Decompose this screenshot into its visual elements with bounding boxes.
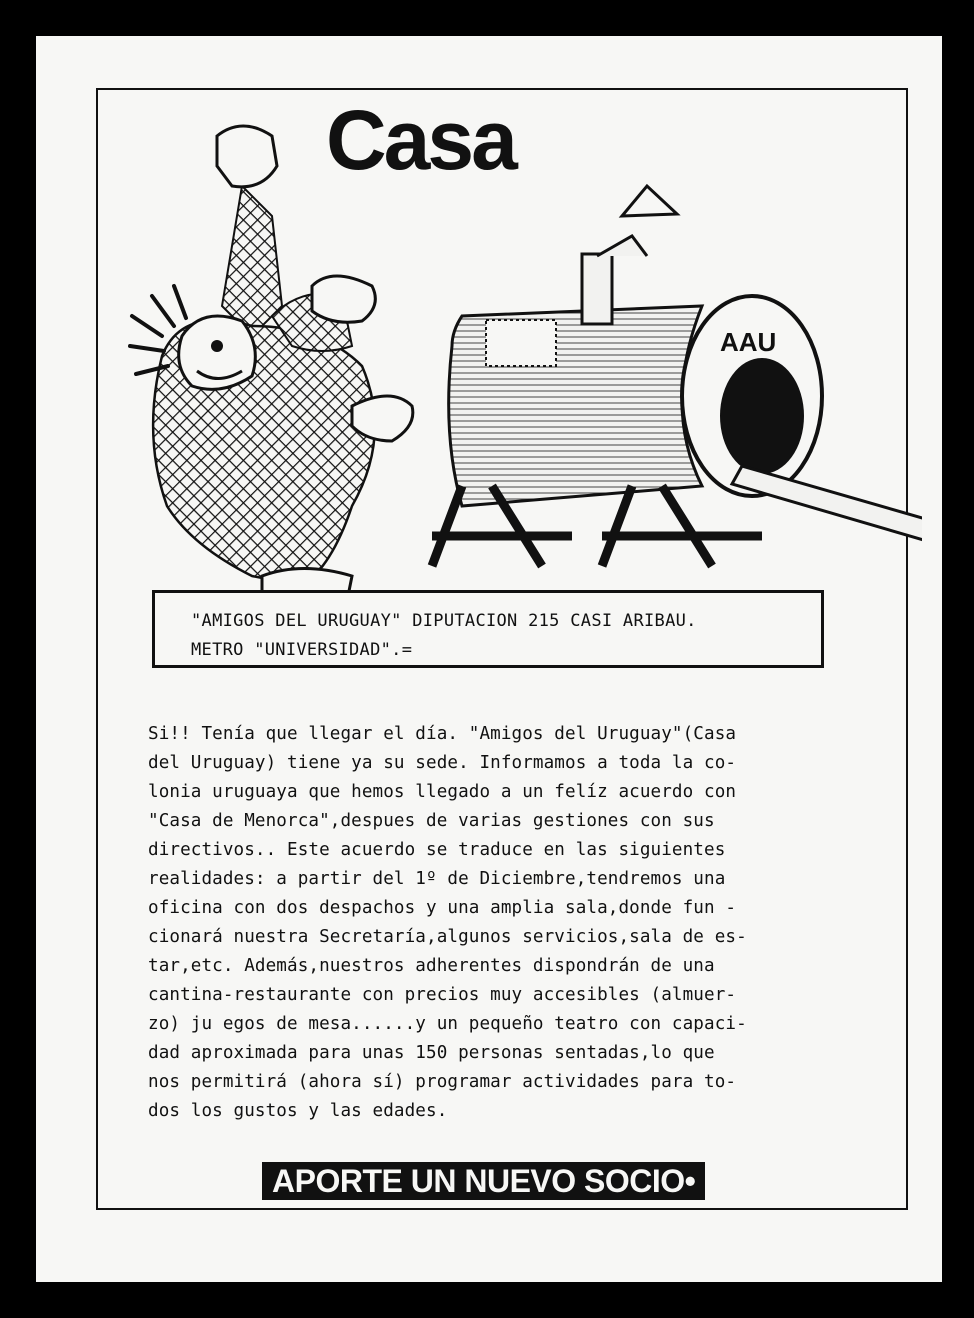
announcement-text [148, 720, 864, 1126]
page-title: Casa [326, 93, 515, 187]
text-line: "Casa de Menorca",despues de varias gestiones con sus [148, 811, 715, 831]
text-line: dos los gustos y las edades. [148, 1101, 448, 1121]
text-line: realidades: a partir del 1º de Diciembre,tendremos una [148, 869, 726, 889]
text-line: directivos.. Este acuerdo se traduce en las siguientes [148, 840, 726, 860]
barrel-house [432, 186, 922, 566]
cta-banner: APORTE UN NUEVO SOCIO• [262, 1162, 705, 1200]
text-line: dad aproximada para unas 150 personas sentadas,lo que [148, 1043, 715, 1063]
text-line: Si!! Tenía que llegar el día. "Amigos del Uruguay"(Casa [148, 724, 737, 744]
text-line: nos permitirá (ahora sí) programar actividades para to- [148, 1072, 737, 1092]
text-line: zo) ju egos de mesa......y un pequeño teatro con capaci- [148, 1014, 747, 1034]
text-line: tar,etc. Además,nuestros adherentes dispondrán de una [148, 956, 715, 976]
barrel-label: AAU [720, 327, 777, 357]
text-line: cantina-restaurante con precios muy accesibles (almuer- [148, 985, 737, 1005]
text-line: cionará nuestra Secretaría,algunos servicios,sala de es- [148, 927, 747, 947]
text-line: del Uruguay) tiene ya su sede. Informamos a toda la co- [148, 753, 737, 773]
paper-sheet [36, 36, 942, 1282]
address-box [152, 590, 824, 668]
text-line: lonia uruguaya que hemos llegado a un felíz acuerdo con [148, 782, 737, 802]
address-line-2: METRO "UNIVERSIDAD".= [191, 640, 413, 660]
address-line-1: "AMIGOS DEL URUGUAY" DIPUTACION 215 CASI ARIBAU. [191, 611, 697, 631]
text-line: oficina con dos despachos y una amplia sala,donde fun - [148, 898, 737, 918]
man-figure [130, 126, 413, 603]
